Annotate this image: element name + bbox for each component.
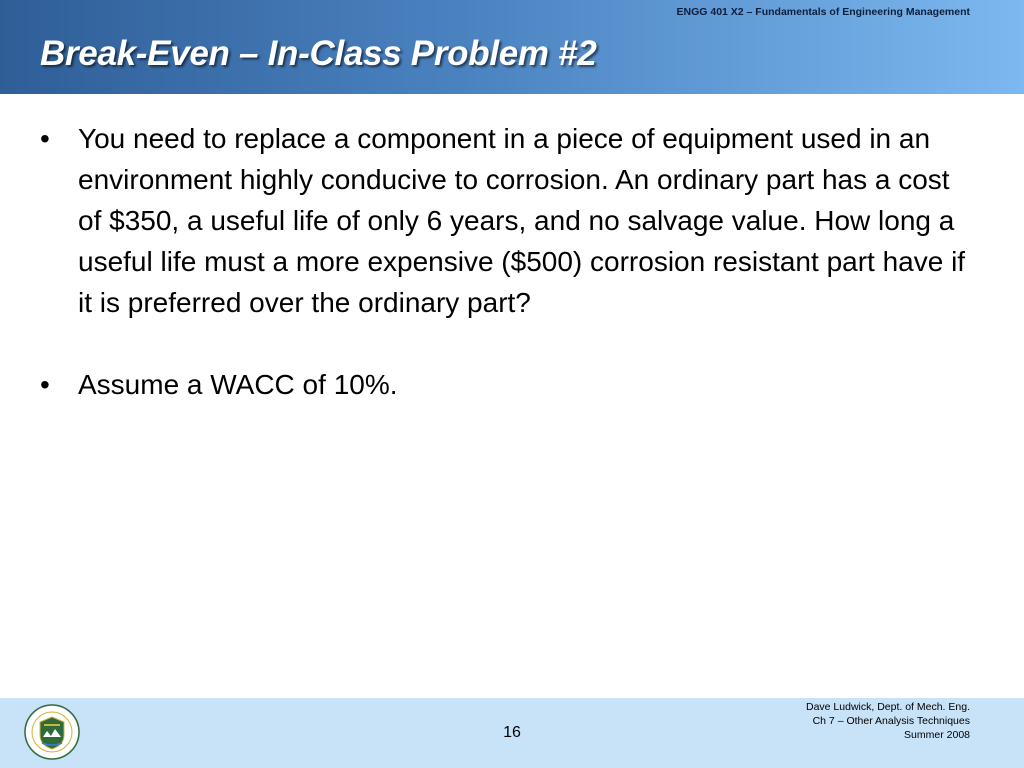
slide-title: Break-Even – In-Class Problem #2 [40,34,597,73]
bullet-marker: • [40,123,50,154]
footer-term: Summer 2008 [904,729,970,741]
header-banner [0,0,1024,94]
course-title: ENGG 401 X2 – Fundamentals of Engineering Management [676,6,970,18]
footer-info [806,700,970,742]
bullet-item [40,364,980,405]
slide-body [40,118,980,405]
footer-chapter: Ch 7 – Other Analysis Techniques [812,715,970,727]
bullet-item [40,118,980,323]
bullet-text: Assume a WACC of 10%. [78,369,398,400]
page-number: 16 [503,724,521,741]
university-seal-logo [18,703,86,761]
bullet-marker: • [40,369,50,400]
footer-author: Dave Ludwick, Dept. of Mech. Eng. [806,701,970,713]
bullet-text: You need to replace a component in a piece of equipment used in an environment highly conducive to corrosion. An ordinary part has a cost of $350, a useful life of only 6 years, and no salvage value. How long a useful life must a more expensive ($500) corrosion resistant part have if it is preferred over the ordinary part? [78,123,966,318]
